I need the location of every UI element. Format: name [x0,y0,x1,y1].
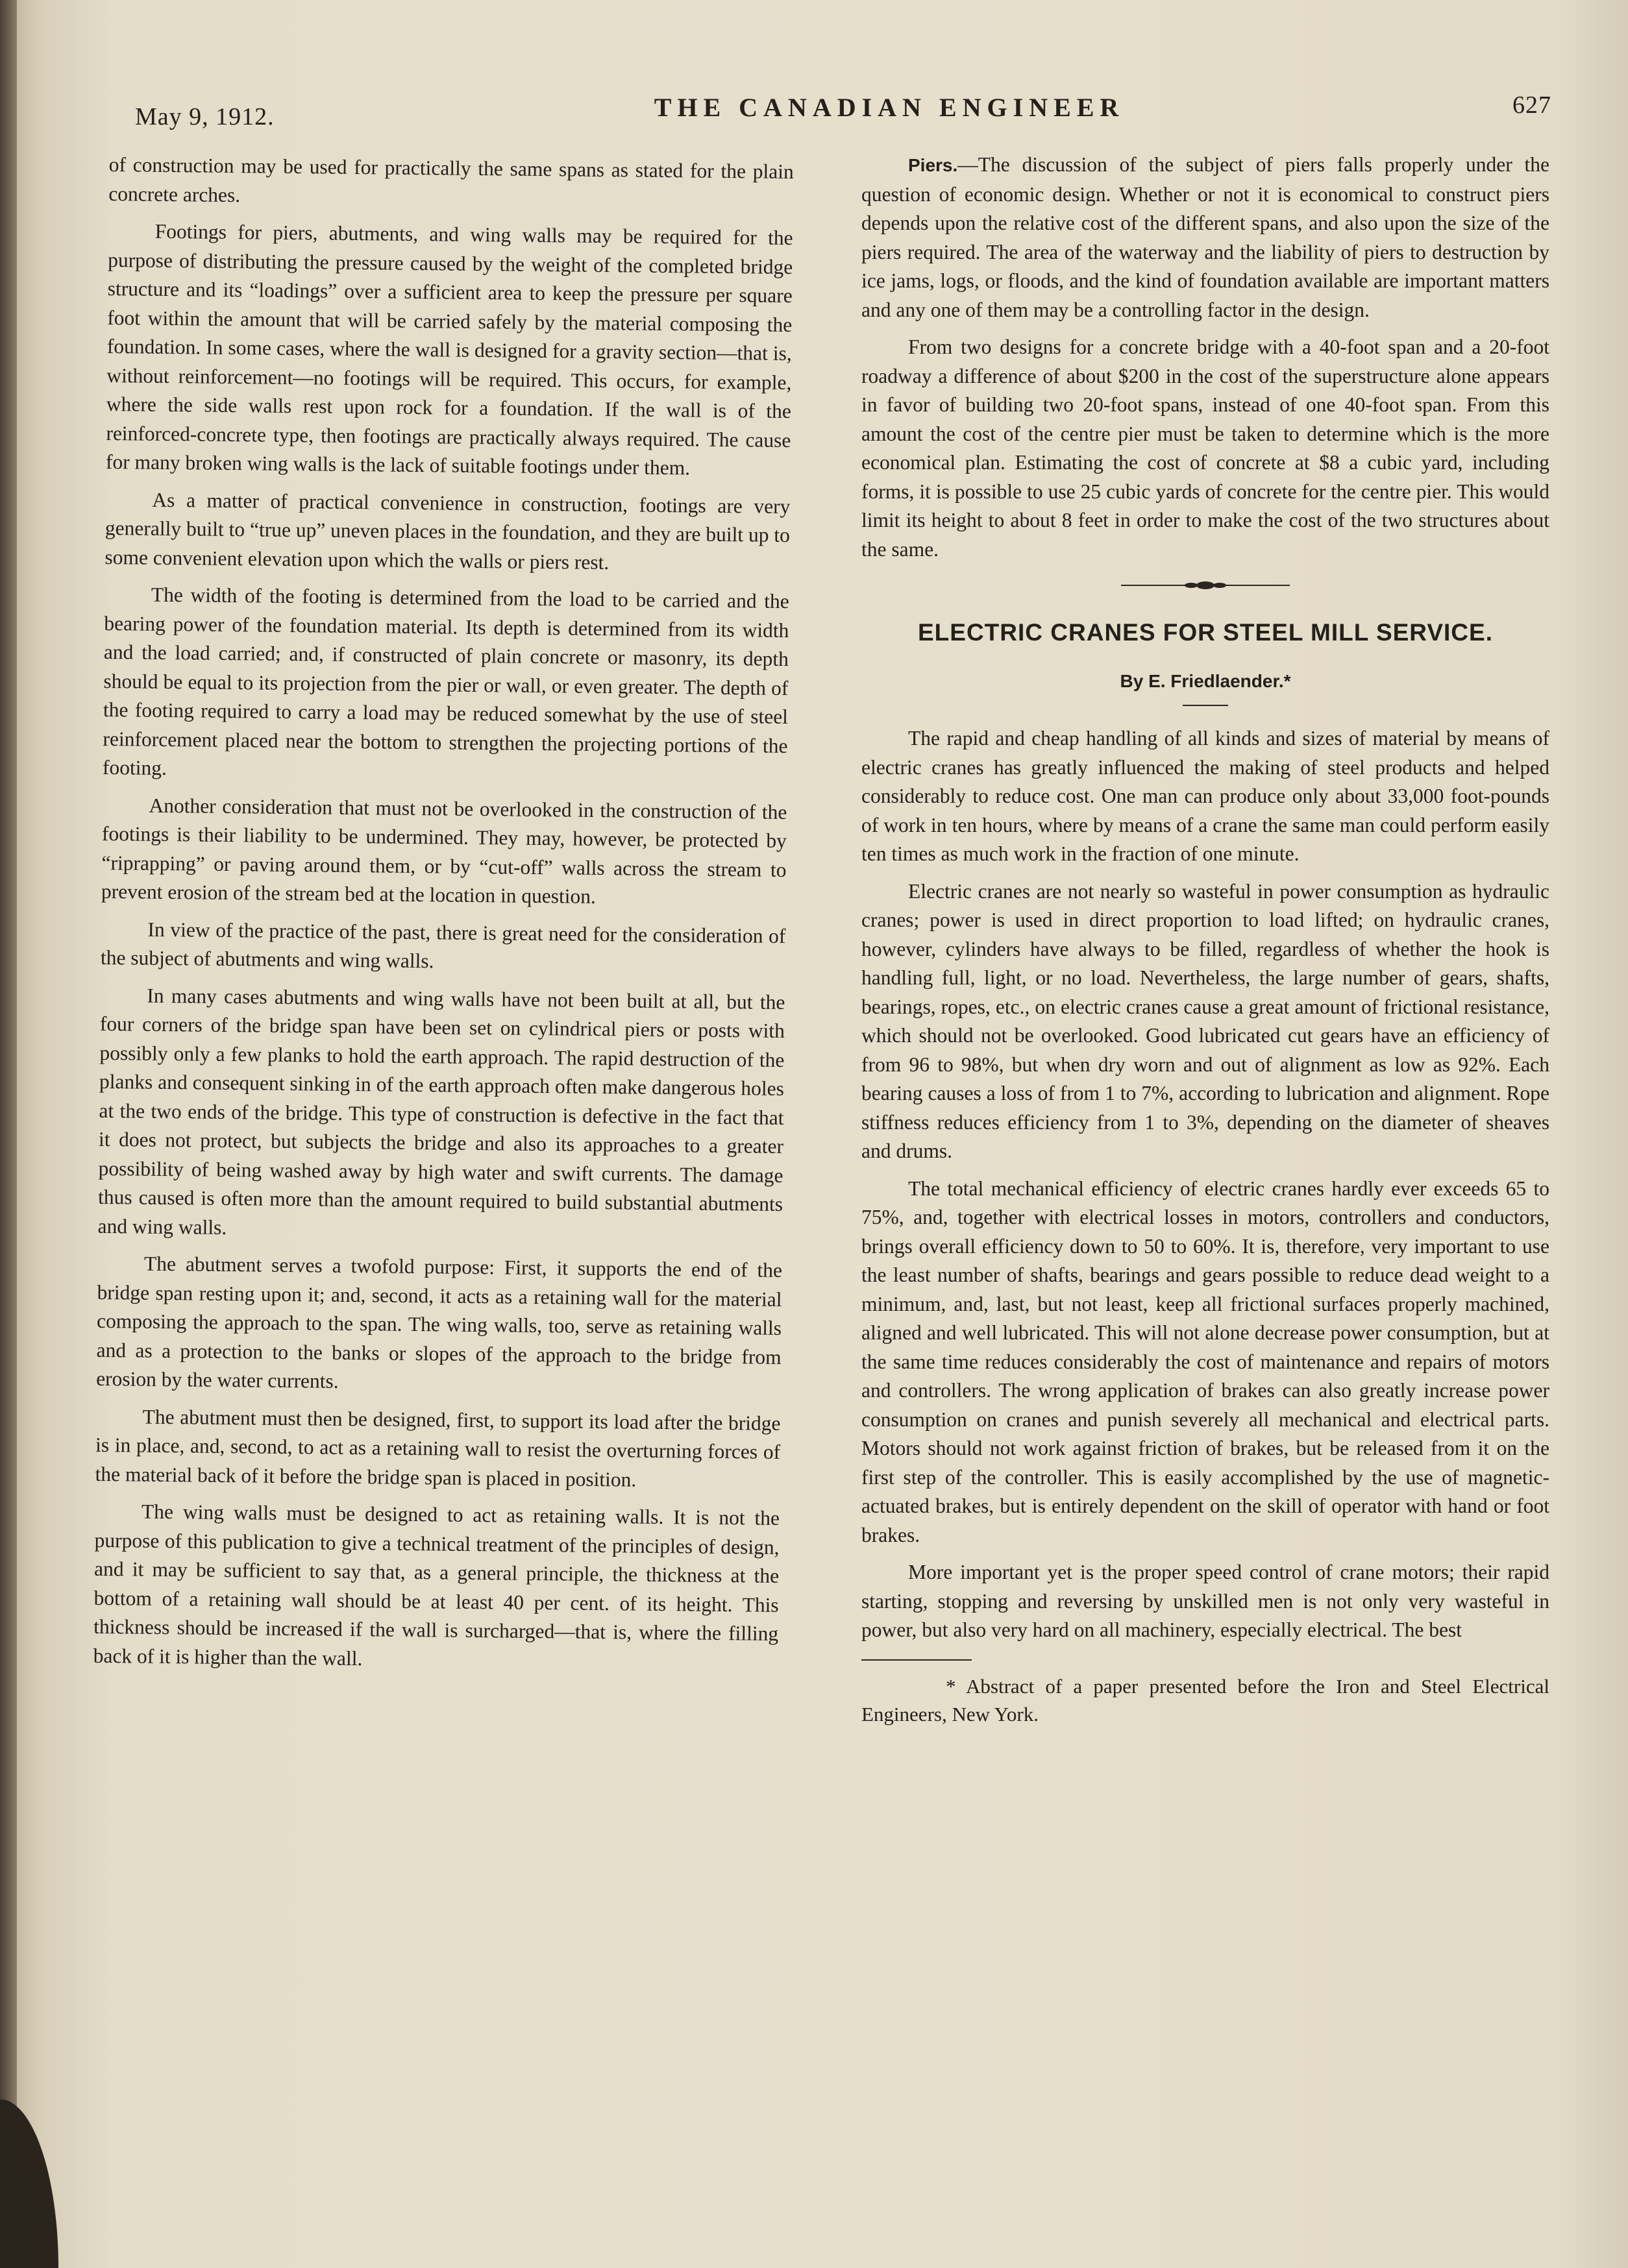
paragraph: The rapid and cheap handling of all kinds and sizes of material by means of electric cranes has greatly influenced the making of steel products and helped considerably to reduce cost. One man can produce only about 33,000 foot-pounds of work in ten hours, where by means of a crane the same man could perform easily ten times as much work in the fraction of one minute. [861,727,1549,865]
paragraph: Footings for piers, abutments, and wing walls may be required for the purpose of distributing the pressure caused by the weight of the completed bridge structure and its “loadings” over a sufficient area to keep the pressure per square foot within the amount that will be carried safely by the material composing the foundation. In some cases, where the wall is designed for a gravity section—that is, without reinforcement—no footings will be required. This occurs, for example, where the side walls rest upon rock for a foundation. If the wall is of the reinforced-concrete type, then footings are practically always required. The cause for many broken wing walls is the lack of suitable footings under them. [105,219,793,480]
piers-paragraph [861,151,1549,324]
issue-date: May 9, 1912. [135,103,275,130]
running-header [130,91,1558,130]
article-title: ELECTRIC CRANES FOR STEEL MILL SERVICE. [918,619,1493,646]
journal-title: THE CANADIAN ENGINEER [654,93,1125,122]
paragraph: From two designs for a concrete bridge with a 40-foot span and a 20-foot roadway a difference of about $200 in the cost of the superstructure alone appears in favor of building two 20-foot spans, instead of one 40-foot span. From this amount the cost of the centre pier must be taken to determine which is the more economical plan. Estimating the cost of concrete at $8 a cubic yard, including forms, it is possible to use 25 cubic yards of concrete for the centre pier. This would limit its height to about 8 feet in order to make the cost of the two structures about the same. [861,335,1549,561]
paragraph: In many cases abutments and wing walls have not been built at all, but the four corners of the bridge span have been set on cylindrical piers or posts with possibly only a few planks to hold the earth approach. The rapid destruction of the planks and consequent sinking in of the earth approach often make dangerous holes at the two ends of the bridge. This type of construction is defective in the fact that it does not protect, but subjects the bridge and also its approaches to a greater possibility of being washed away by high water and swift currents. The damage thus caused is often more than the amount required to build substantial abutments and wing walls. [97,984,785,1239]
book-spine-shadow [0,0,17,2268]
piers-text: —The discussion of the subject of piers falls properly under the question of economic design. Whether or not it is economical to construct piers depends upon the relative cost of the different spans, and also upon the size of the piers required. The area of the waterway and the liability of piers to destruction by ice jams, logs, or floods, and the kind of foundation available are important matters and any one of them may be a controlling factor in the design. [861,153,1549,321]
paragraph: More important yet is the proper speed control of crane motors; their rapid starting, stopping and reversing by unskilled men is not only very wasteful in power, but also very hard on all machinery, especially electrical. The best [861,1561,1549,1641]
paragraph: The abutment must then be designed, first, to support its load after the bridge is in place, and, second, to act as a retaining wall to resist the overturning forces of the material back of it before the bridge span is placed in position. [95,1405,781,1491]
paragraph: In view of the practice of the past, there is great need for the consideration of the subject of abutments and wing walls. [100,918,786,973]
paragraph: The total mechanical efficiency of electric cranes hardly ever exceeds 65 to 75%, and, together with electrical losses in motors, controllers and conductors, brings overall efficiency down to 50 to 60%. It is, therefore, very important to use the least number of shafts, bearings and gears possible to reduce dead weight to a minimum, and, last, but not least, keep all frictional surfaces properly machined, aligned and well lubricated. This will not alone decrease power consumption, but at the same time reduces considerably the cost of maintenance and repairs of motors and controllers. The wrong application of brakes can also greatly increase power consumption on cranes and punish severely all mechanical and electrical parts. Motors should not work against friction of brakes, but be released from it on the first step of the controller. This is easily accomplished by the use of magnetic-actuated brakes, but is entirely dependent on the skill of operator with hand or foot brakes. [861,1177,1549,1546]
right-column [861,151,1549,1737]
article-byline: By E. Friedlaender.* [1120,670,1291,691]
section-divider-ornament [1121,578,1290,592]
paragraph: of construction may be used for practically the same spans as stated for the plain concrete arches. [108,152,794,206]
left-column [93,151,794,1686]
paragraph: The width of the footing is determined from the load to be carried and the bearing power of the foundation material. Its depth is determined from its width and the load carried; and, if constructed of plain concrete or masonry, its depth should be equal to its projection from the pier or wall, or even greater. The depth of the footing required to carry a load may be reduced somewhat by the use of steel reinforcement placed near the bottom to strengthen the projecting portions of the footing. [102,583,789,779]
footnote [861,1672,1549,1728]
paragraph: The wing walls must be designed to act as retaining walls. It is not the purpose of this publication to give a technical treatment of the principles of design, and it may be sufficient to say that, as a general principle, the thickness at the bottom of a retaining wall should be at least 40 per cent. of its height. This thickness should be increased if the wall is surcharged—that is, where the filling back of it is higher than the wall. [93,1500,780,1670]
paragraph: Another consideration that must not be overlooked in the construction of the footings is their liability to be undermined. They may, however, be protected by “riprapping” or paving around them, or by “cut-off” walls across the stream to prevent erosion of the stream bed at the location in question. [101,794,787,908]
footnote-rule [861,1659,972,1661]
footnote-text: Abstract of a paper presented before the Iron and Steel Electrical Engineers, New York. [861,1674,1549,1725]
paragraph: Electric cranes are not nearly so wasteful in power consumption as hydraulic cranes; power is used in direct proportion to load lifted; on hydraulic cranes, however, cylinders have always to be filled, regardless of whether the hook is handling full, light, or no load. Nevertheless, the large number of gears, shafts, bearings, ropes, etc., on electric cranes cause a great amount of frictional resistance, which should not be overlooked. Good lubricated cut gears have an efficiency of from 96 to 98%, but when dry worn and out of alignment as low as 92%. Each bearing causes a loss of from 1 to 7%, according to lubrication and alignment. Rope stiffness reduces efficiency from 1 to 3%, depending on the diameter of sheaves and drums. [861,879,1549,1162]
paragraph: As a matter of practical convenience in construction, footings are very generally built to “true up” uneven places in the foundation, and they are built up to some convenient elevation upon which the walls or piers rest. [105,488,791,574]
byline-rule [1183,705,1228,706]
footnote-mark: * [946,1674,956,1698]
paragraph: The abutment serves a twofold purpose: First, it supports the end of the bridge span resting upon it; and, second, it acts as a retaining wall for the material composing the approach to the span. The wing walls, too, serve as retaining walls and as a protection to the banks or slopes of the approach to the bridge from erosion by the water currents. [95,1252,783,1393]
piers-heading: Piers. [908,155,958,175]
page-number: 627 [1512,91,1551,119]
page-corner-shadow [0,2099,58,2268]
